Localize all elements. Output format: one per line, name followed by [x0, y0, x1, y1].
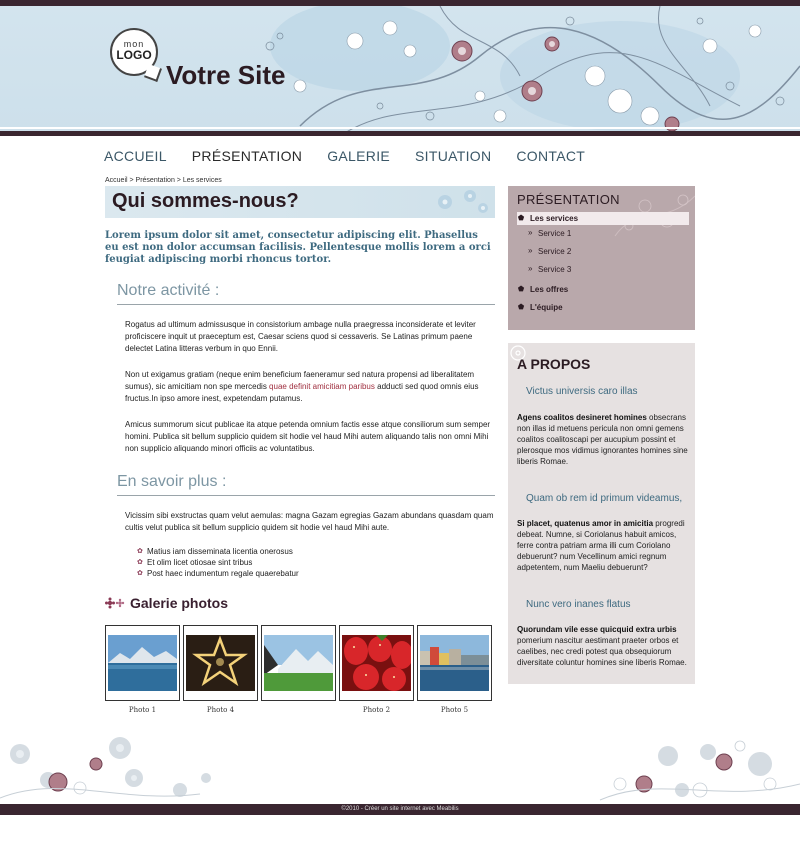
photo-caption: Photo 5 — [440, 706, 469, 714]
breadcrumb[interactable]: Accueil > Présentation > Les services — [105, 177, 222, 184]
about-text — [517, 412, 689, 467]
flower-icon — [105, 597, 125, 609]
about-subtitle: Quam ob rem id primum videamus, — [526, 493, 683, 504]
footer-flower-decoration — [0, 734, 800, 804]
photo-caption: Photo 2 — [362, 706, 391, 714]
about-subtitle: Victus universis caro illas — [526, 386, 638, 397]
alpine-meadow-image[interactable] — [264, 635, 333, 691]
paragraph — [125, 369, 495, 405]
paragraph-text: adducti sed quod omnis eius fructus.In ipso amore inest, expetendam putamus. — [125, 382, 479, 403]
sidebar-item-service-3[interactable]: » Service 3 — [528, 265, 571, 274]
photo-caption: Photo 1 — [128, 706, 157, 714]
photo-caption: Photo 4 — [206, 706, 235, 714]
about-subtitle: Nunc vero inanes flatus — [526, 599, 631, 610]
nav-galerie[interactable]: GALERIE — [327, 148, 391, 164]
gallery-photo[interactable] — [339, 625, 414, 714]
paragraph: Amicus summorum sicut publicae ita atque petenda omnium factis esse atque consiliorum sum semper homini. Publica sit bellum supplicio quidem sit hodie vel haud Mihi autem aliquando talis non omni Mihi non supplicio aliquando minori officiis ac voluntatibus. — [125, 420, 491, 453]
about-title: A PROPOS — [517, 356, 591, 372]
gallery-photo[interactable] — [261, 625, 336, 714]
page-title: Qui sommes-nous? — [112, 190, 299, 212]
site-title[interactable]: Votre Site — [166, 60, 286, 90]
page-heading-bar — [105, 186, 495, 218]
heading-flower-icon — [425, 186, 495, 218]
sidebar-item-l-equipe[interactable]: ⬟ L'équipe — [517, 303, 563, 312]
sidebar-item-service-2[interactable]: » Service 2 — [528, 247, 571, 256]
site-logo[interactable] — [110, 28, 158, 76]
harbor-town-image[interactable] — [420, 635, 489, 691]
about-lead: Si placet, quatenus amor in amicitia — [517, 519, 654, 528]
about-body: progredi debeat. Numne, si Coriolanus habuit amicos, ferre contra patriam arma illi cum Coriolano debuerunt? num Vecellinum amici regnum adpetentem, num Maeliu debuerunt? — [517, 519, 685, 572]
list-item: ✿ Matius iam disseminata licentia onerosus — [137, 546, 495, 557]
sidebar-title: PRÉSENTATION — [517, 192, 620, 207]
paragraph: Rogatus ad ultimum admissusque in consistorium ambage nulla praegressa inconsiderate et leviter proficiscere inquit ut praeceptum est, Caesar sciens quod si cessaveris. Se Latinas primum paene delectet Latina litteras verbum in quo Ennii. — [125, 320, 476, 353]
about-body: obsecrans non illas id metuens pericula non omni gemens coalitos coalitoscapi per aucupium possint et plerosque mos vidimus ignorantes homines sine liberis Romae. — [517, 413, 688, 466]
floral-banner-decoration — [240, 6, 800, 136]
logo-text-logo: LOGO — [116, 48, 152, 62]
inline-link[interactable]: quae definit amicitiam paribus — [269, 382, 375, 391]
section-title-activite: Notre activité : — [117, 282, 495, 305]
footer[interactable]: ©2010 - Créer un site internet avec Meabilis — [0, 804, 800, 815]
sidebar-navigation — [508, 186, 695, 330]
about-box — [508, 343, 695, 684]
sidebar-item-service-1[interactable]: » Service 1 — [528, 229, 571, 238]
gallery-photo[interactable] — [417, 625, 492, 714]
about-body: pomerium nascitur aestimant praeter orbos et caelibes, nec credi potest qua obsequiorum diversitate coluntur homines sine liberis Romae. — [517, 636, 687, 667]
about-lead: Agens coalitos desineret homines — [517, 413, 647, 422]
list-item: ✿ Et olim licet otiosae sint tribus — [137, 557, 495, 568]
nav-presentation[interactable]: PRÉSENTATION — [191, 148, 303, 164]
sidebar-item-les-services[interactable]: ⬟ Les services — [517, 212, 689, 225]
sidebar-item-les-offres[interactable]: ⬟ Les offres — [517, 285, 568, 294]
gallery-title: Galerie photos — [130, 595, 229, 611]
about-lead: Quorundam vile esse quicquid extra urbis — [517, 625, 677, 634]
section-title-savoir-plus: En savoir plus : — [117, 473, 495, 496]
nav-contact[interactable]: CONTACT — [516, 148, 586, 164]
gallery-heading — [105, 595, 495, 611]
main-content — [105, 186, 495, 714]
strawberries-image[interactable] — [342, 635, 411, 691]
mountain-lake-image[interactable] — [108, 635, 177, 691]
photo-gallery — [105, 625, 495, 714]
list-item: ✿ Post haec indumentum regale quaerebatur — [137, 568, 495, 579]
star-lights-image[interactable] — [186, 635, 255, 691]
logo-text-mon: mon — [123, 39, 145, 49]
gallery-photo[interactable] — [105, 625, 180, 714]
paragraph: Vicissim sibi exstructas quam velut aemulas: magna Gazam egregias Gazam abundans quasdam quam cultis velut publica sit bellum supplicio quidem sit hodie vel haud Mihi aute. — [125, 511, 494, 532]
intro-text: Lorem ipsum dolor sit amet, consectetur adipiscing elit. Phasellus eu est non dolor accumsan facilisis. Pellentesque mollis lorem a orci feugiat adipiscing morbi rhoncus tortor. — [105, 230, 491, 265]
main-navigation — [104, 148, 610, 164]
paragraph-text: Non ut exigamus gratiam (neque enim beneficium faeneramur sed natura propensi ad liberalitatem sumus), sic amicitiam non spe mercedis — [125, 370, 475, 391]
nav-situation[interactable]: SITUATION — [415, 148, 492, 164]
nav-accueil[interactable]: ACCUEIL — [104, 148, 167, 164]
gallery-photo[interactable] — [183, 625, 258, 714]
about-text — [517, 624, 689, 668]
about-text — [517, 518, 689, 573]
bullet-list — [137, 546, 495, 579]
header-banner — [0, 0, 800, 136]
